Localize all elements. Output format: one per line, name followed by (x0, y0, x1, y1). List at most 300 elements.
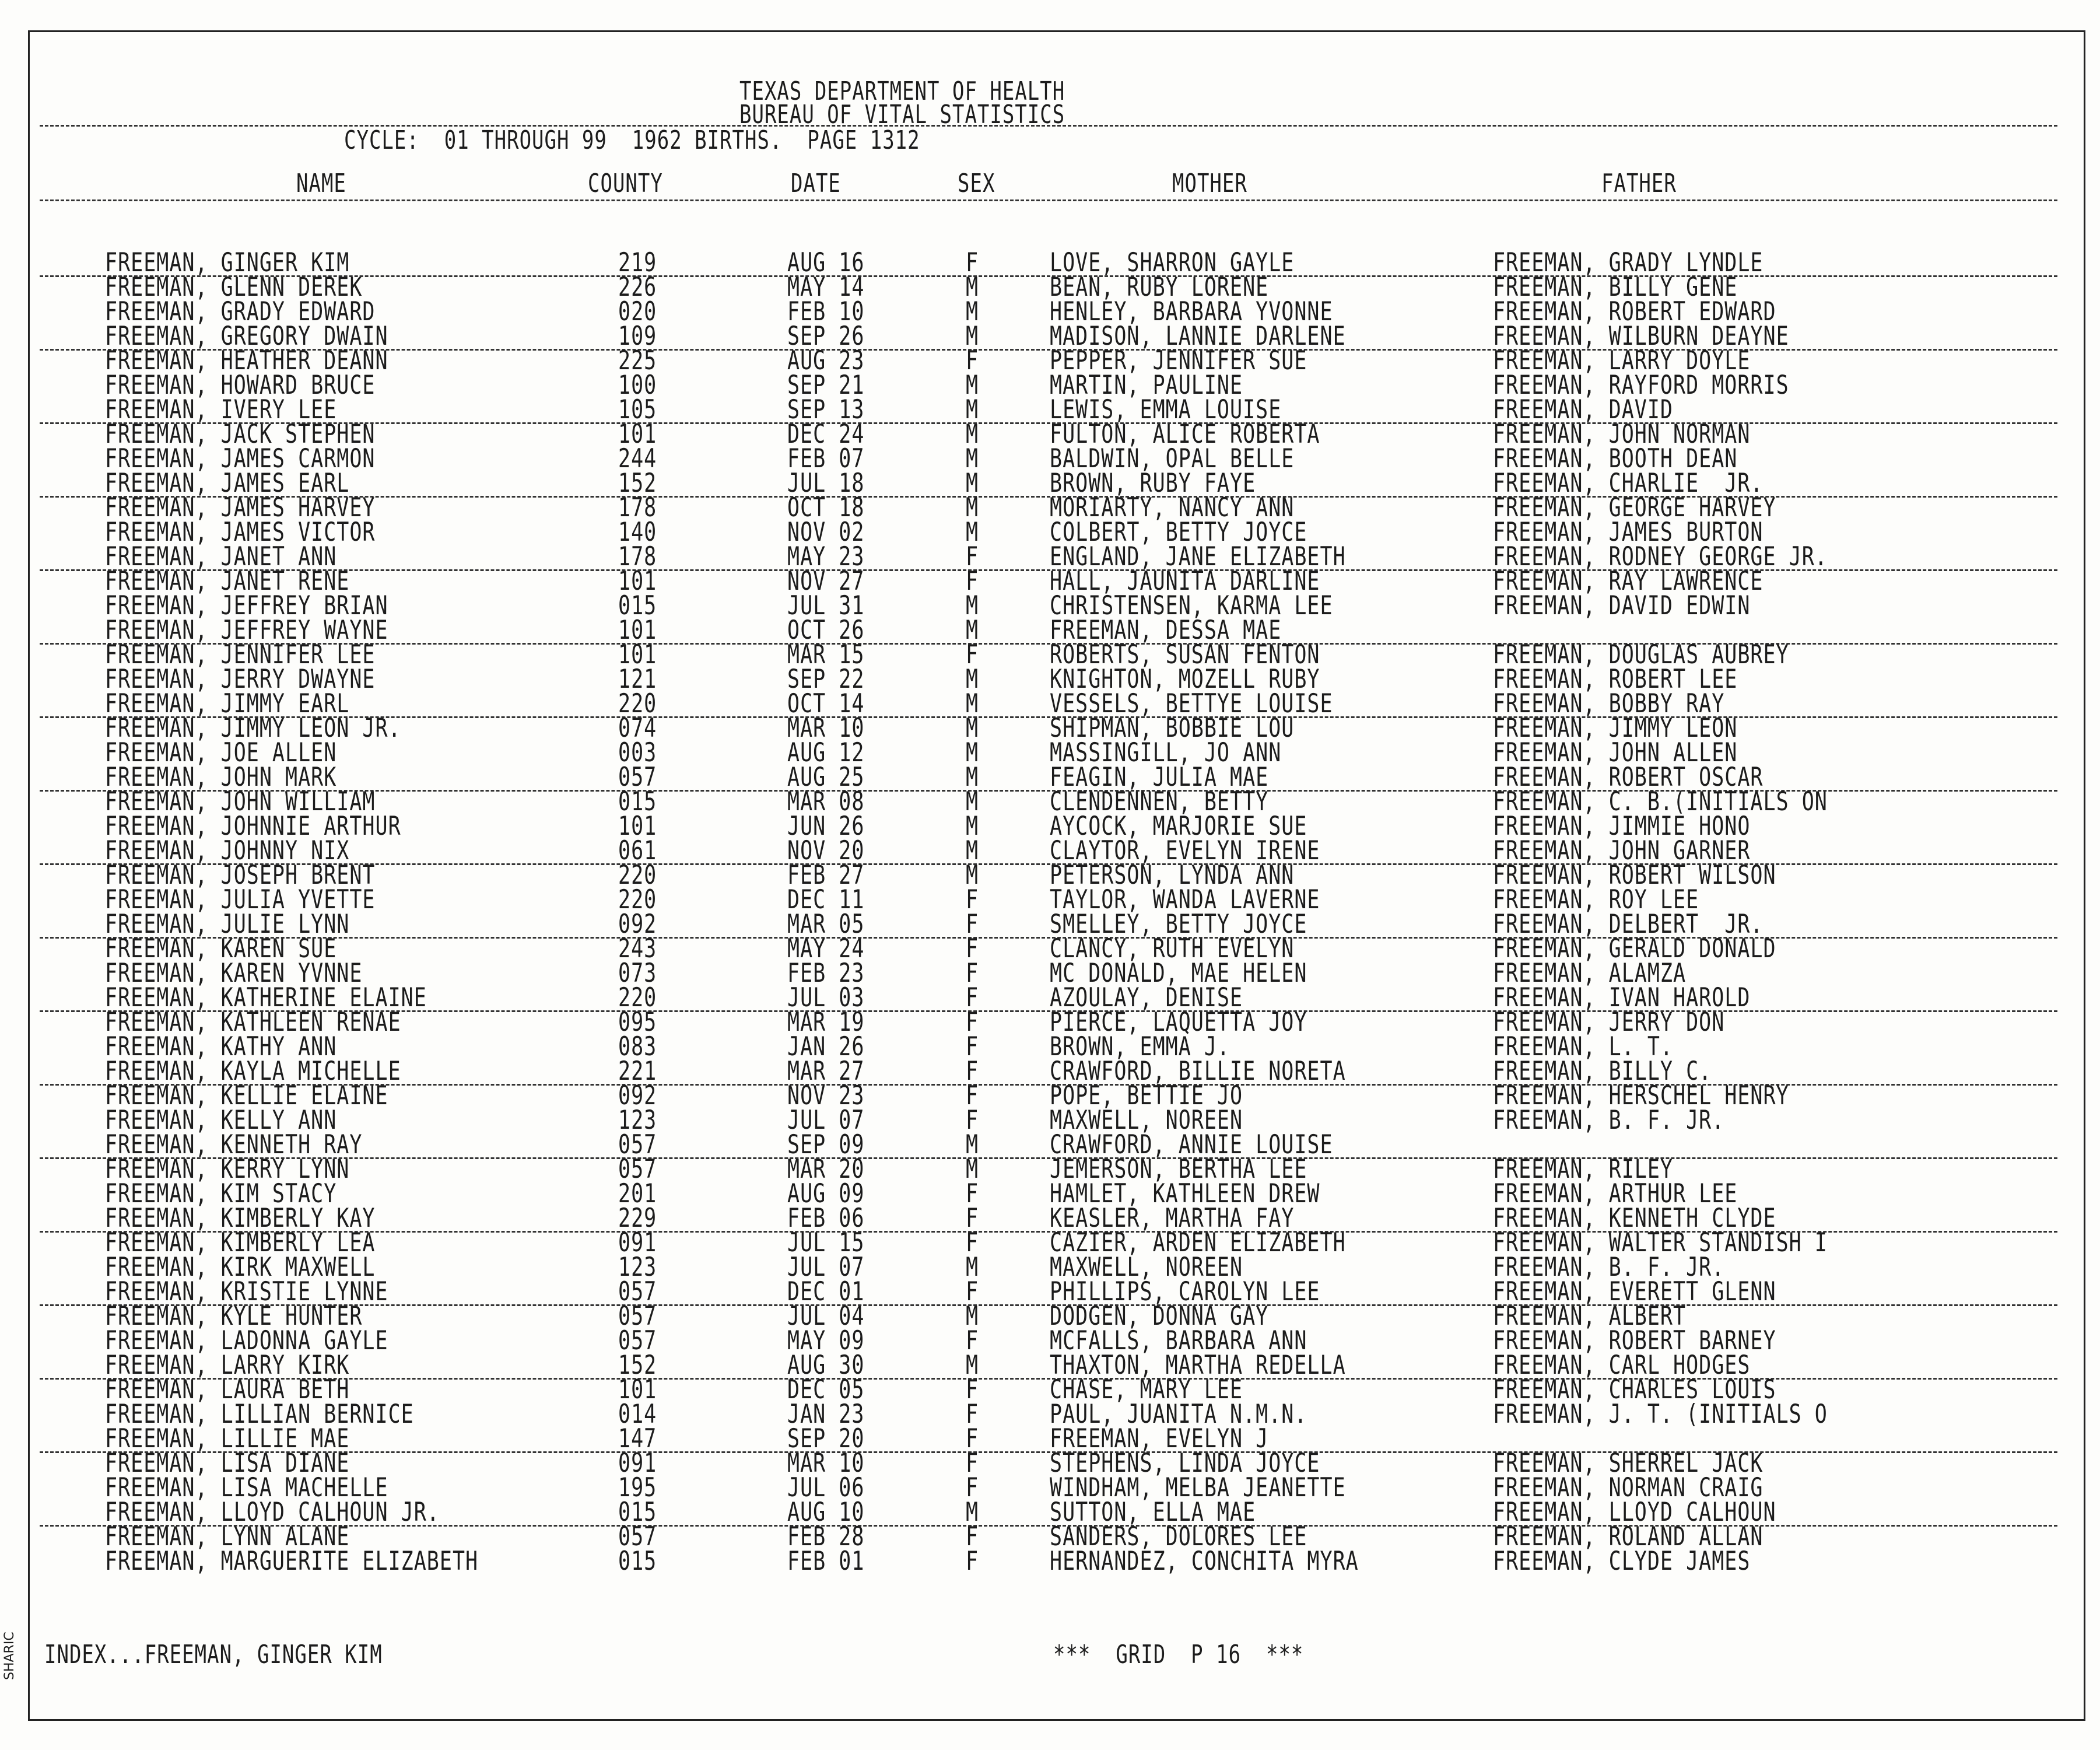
cell-date: MAR 10 (787, 713, 865, 744)
cell-sex: M (966, 493, 979, 523)
cell-mother: MADISON, LANNIE DARLENE (1050, 321, 1346, 352)
cell-date: MAR 10 (787, 1448, 865, 1479)
cell-county: 057 (618, 762, 657, 793)
cell-mother: PHILLIPS, CAROLYN LEE (1050, 1277, 1320, 1307)
cell-date: AUG 16 (787, 248, 865, 278)
cell-date: MAY 23 (787, 542, 865, 572)
cell-mother: KEASLER, MARTHA FAY (1050, 1203, 1295, 1234)
cell-father: FREEMAN, JOHN ALLEN (1493, 738, 1738, 768)
cell-sex: F (966, 934, 979, 964)
cell-father: FREEMAN, HERSCHEL HENRY (1493, 1081, 1789, 1111)
cell-sex: F (966, 1032, 979, 1062)
cell-name: FREEMAN, LISA DIANE (105, 1448, 350, 1479)
grid-line: *** GRID P 16 *** (1053, 1640, 1304, 1670)
cell-date: OCT 26 (787, 615, 865, 646)
cell-mother: FREEMAN, EVELYN J (1050, 1424, 1269, 1454)
cell-sex: F (966, 1179, 979, 1209)
cell-sex: M (966, 615, 979, 646)
cell-county: 057 (618, 1326, 657, 1356)
cell-county: 083 (618, 1032, 657, 1062)
cell-father: FREEMAN, SHERREL JACK (1493, 1448, 1764, 1479)
cell-date: MAY 14 (787, 272, 865, 303)
cell-county: 101 (618, 1375, 657, 1405)
cell-mother: CLENDENNEN, BETTY (1050, 787, 1269, 817)
cell-mother: ROBERTS, SUSAN FENTON (1050, 640, 1320, 670)
cell-county: 091 (618, 1448, 657, 1479)
cell-county: 015 (618, 1546, 657, 1577)
cell-name: FREEMAN, GRADY EDWARD (105, 297, 376, 327)
cell-father: FREEMAN, BOBBY RAY (1493, 689, 1725, 719)
cell-name: FREEMAN, LLOYD CALHOUN JR. (105, 1497, 440, 1528)
cell-county: 101 (618, 811, 657, 842)
cell-mother: MASSINGILL, JO ANN (1050, 738, 1282, 768)
cell-county: 244 (618, 444, 657, 474)
cell-county: 229 (618, 1203, 657, 1234)
cell-sex: M (966, 517, 979, 548)
cell-mother: THAXTON, MARTHA REDELLA (1050, 1350, 1346, 1381)
cell-date: SEP 13 (787, 395, 865, 425)
cell-mother: MORIARTY, NANCY ANN (1050, 493, 1295, 523)
index-line: INDEX...FREEMAN, GINGER KIM (44, 1640, 383, 1670)
cell-father: FREEMAN, ROBERT WILSON (1493, 860, 1776, 891)
cell-name: FREEMAN, JOHN WILLIAM (105, 787, 376, 817)
cell-mother: BROWN, EMMA J. (1050, 1032, 1230, 1062)
cell-father: FREEMAN, ROY LEE (1493, 885, 1699, 915)
cell-mother: POPE, BETTIE JO (1050, 1081, 1243, 1111)
cell-father: FREEMAN, WILBURN DEAYNE (1493, 321, 1789, 352)
cell-mother: DODGEN, DONNA GAY (1050, 1301, 1269, 1332)
cell-mother: FEAGIN, JULIA MAE (1050, 762, 1269, 793)
cell-mother: JEMERSON, BERTHA LEE (1050, 1154, 1307, 1185)
cell-sex: M (966, 297, 979, 327)
cell-county: 201 (618, 1179, 657, 1209)
cell-father: FREEMAN, GEORGE HARVEY (1493, 493, 1776, 523)
cell-sex: M (966, 1301, 979, 1332)
cell-mother: LOVE, SHARRON GAYLE (1050, 248, 1295, 278)
cell-name: FREEMAN, LARRY KIRK (105, 1350, 350, 1381)
cell-date: DEC 11 (787, 885, 865, 915)
cell-father: FREEMAN, BILLY C. (1493, 1056, 1712, 1087)
cell-date: JUL 07 (787, 1252, 865, 1283)
cell-sex: M (966, 836, 979, 866)
cell-date: MAR 15 (787, 640, 865, 670)
cell-mother: SHIPMAN, BOBBIE LOU (1050, 713, 1295, 744)
cell-sex: F (966, 1424, 979, 1454)
cell-name: FREEMAN, KYLE HUNTER (105, 1301, 363, 1332)
cell-mother: HALL, JAUNITA DARLINE (1050, 566, 1320, 597)
cell-sex: F (966, 1522, 979, 1552)
cell-father: FREEMAN, CHARLES LOUIS (1493, 1375, 1776, 1405)
cell-sex: F (966, 1399, 979, 1430)
cell-sex: M (966, 1154, 979, 1185)
cell-county: 057 (618, 1154, 657, 1185)
cell-father: FREEMAN, WALTER STANDISH I (1493, 1228, 1828, 1258)
cell-date: FEB 27 (787, 860, 865, 891)
cell-name: FREEMAN, GREGORY DWAIN (105, 321, 388, 352)
cell-date: MAR 20 (787, 1154, 865, 1185)
cell-date: JUL 03 (787, 983, 865, 1013)
cell-sex: F (966, 542, 979, 572)
cell-county: 226 (618, 272, 657, 303)
cell-date: JAN 23 (787, 1399, 865, 1430)
cell-name: FREEMAN, HOWARD BRUCE (105, 370, 376, 401)
cell-sex: F (966, 1277, 979, 1307)
cell-name: FREEMAN, JAMES CARMON (105, 444, 376, 474)
cell-name: FREEMAN, JEFFREY BRIAN (105, 591, 388, 621)
cell-father: FREEMAN, B. F. JR. (1493, 1252, 1725, 1283)
cell-name: FREEMAN, JIMMY EARL (105, 689, 350, 719)
cell-date: FEB 23 (787, 958, 865, 989)
cell-father: FREEMAN, RILEY (1493, 1154, 1674, 1185)
cell-county: 105 (618, 395, 657, 425)
cell-county: 003 (618, 738, 657, 768)
cell-date: JUL 18 (787, 468, 865, 499)
cell-mother: PIERCE, LAQUETTA JOY (1050, 1007, 1307, 1038)
cell-name: FREEMAN, JULIA YVETTE (105, 885, 376, 915)
cell-date: MAY 09 (787, 1326, 865, 1356)
cell-name: FREEMAN, HEATHER DEANN (105, 346, 388, 376)
cell-sex: M (966, 468, 979, 499)
cell-sex: F (966, 1326, 979, 1356)
cell-father: FREEMAN, DAVID EDWIN (1493, 591, 1751, 621)
cell-father: FREEMAN, RAYFORD MORRIS (1493, 370, 1789, 401)
cell-county: 220 (618, 983, 657, 1013)
cell-name: FREEMAN, KAREN SUE (105, 934, 337, 964)
cell-sex: F (966, 1228, 979, 1258)
cell-mother: SMELLEY, BETTY JOYCE (1050, 909, 1307, 940)
cell-sex: F (966, 1448, 979, 1479)
cell-name: FREEMAN, MARGUERITE ELIZABETH (105, 1546, 479, 1577)
cell-mother: LEWIS, EMMA LOUISE (1050, 395, 1282, 425)
cell-father: FREEMAN, ROBERT LEE (1493, 664, 1738, 695)
cell-sex: F (966, 346, 979, 376)
cell-name: FREEMAN, KENNETH RAY (105, 1130, 363, 1160)
cell-mother: CAZIER, ARDEN ELIZABETH (1050, 1228, 1346, 1258)
cell-name: FREEMAN, IVERY LEE (105, 395, 337, 425)
cell-father: FREEMAN, ROBERT EDWARD (1493, 297, 1776, 327)
cell-date: DEC 01 (787, 1277, 865, 1307)
cell-father: FREEMAN, LLOYD CALHOUN (1493, 1497, 1776, 1528)
cell-name: FREEMAN, KIRK MAXWELL (105, 1252, 376, 1283)
cell-name: FREEMAN, KELLY ANN (105, 1105, 337, 1136)
cell-mother: PETERSON, LYNDA ANN (1050, 860, 1295, 891)
cell-mother: HERNANDEZ, CONCHITA MYRA (1050, 1546, 1359, 1577)
cell-name: FREEMAN, JANET RENE (105, 566, 350, 597)
cell-name: FREEMAN, LILLIE MAE (105, 1424, 350, 1454)
cell-date: AUG 30 (787, 1350, 865, 1381)
cell-county: 057 (618, 1277, 657, 1307)
cell-date: NOV 02 (787, 517, 865, 548)
cell-name: FREEMAN, KATHY ANN (105, 1032, 337, 1062)
cell-sex: F (966, 1007, 979, 1038)
cell-mother: STEPHENS, LINDA JOYCE (1050, 1448, 1320, 1479)
col-header-date: DATE (791, 169, 841, 199)
cell-sex: F (966, 1081, 979, 1111)
cell-date: OCT 14 (787, 689, 865, 719)
cell-date: NOV 20 (787, 836, 865, 866)
cell-father: FREEMAN, CHARLIE JR. (1493, 468, 1764, 499)
cell-county: 074 (618, 713, 657, 744)
cell-name: FREEMAN, JOSEPH BRENT (105, 860, 376, 891)
cell-mother: PEPPER, JENNIFER SUE (1050, 346, 1307, 376)
cell-father: FREEMAN, DELBERT JR. (1493, 909, 1764, 940)
cell-name: FREEMAN, GINGER KIM (105, 248, 350, 278)
cell-county: 101 (618, 615, 657, 646)
cell-sex: M (966, 272, 979, 303)
cell-name: FREEMAN, LAURA BETH (105, 1375, 350, 1405)
cell-mother: CLAYTOR, EVELYN IRENE (1050, 836, 1320, 866)
col-header-name: NAME (296, 169, 346, 199)
cell-date: DEC 05 (787, 1375, 865, 1405)
cell-date: SEP 21 (787, 370, 865, 401)
cell-mother: AYCOCK, MARJORIE SUE (1050, 811, 1307, 842)
cell-sex: M (966, 787, 979, 817)
cell-father: FREEMAN, ROBERT OSCAR (1493, 762, 1764, 793)
cell-date: SEP 26 (787, 321, 865, 352)
cell-father: FREEMAN, JERRY DON (1493, 1007, 1725, 1038)
cell-sex: M (966, 811, 979, 842)
cell-sex: F (966, 1203, 979, 1234)
cell-county: 140 (618, 517, 657, 548)
cell-sex: M (966, 1350, 979, 1381)
cell-father: FREEMAN, ROLAND ALLAN (1493, 1522, 1764, 1552)
cell-father: FREEMAN, RAY LAWRENCE (1493, 566, 1764, 597)
header-rule (40, 125, 2057, 127)
cell-father: FREEMAN, NORMAN CRAIG (1493, 1473, 1764, 1503)
cell-mother: CHRISTENSEN, KARMA LEE (1050, 591, 1333, 621)
cell-mother: VESSELS, BETTYE LOUISE (1050, 689, 1333, 719)
cell-sex: F (966, 1546, 979, 1577)
cell-county: 015 (618, 787, 657, 817)
cell-date: FEB 07 (787, 444, 865, 474)
cell-county: 225 (618, 346, 657, 376)
cell-sex: F (966, 1473, 979, 1503)
cell-mother: SANDERS, DOLORES LEE (1050, 1522, 1307, 1552)
cell-name: FREEMAN, KERRY LYNN (105, 1154, 350, 1185)
cell-mother: BALDWIN, OPAL BELLE (1050, 444, 1295, 474)
cell-sex: M (966, 321, 979, 352)
cell-county: 091 (618, 1228, 657, 1258)
cell-name: FREEMAN, JENNIFER LEE (105, 640, 376, 670)
cell-mother: CLANCY, RUTH EVELYN (1050, 934, 1295, 964)
cell-county: 220 (618, 860, 657, 891)
cell-county: 121 (618, 664, 657, 695)
cell-name: FREEMAN, KRISTIE LYNNE (105, 1277, 388, 1307)
cell-sex: M (966, 1130, 979, 1160)
cell-date: JUL 07 (787, 1105, 865, 1136)
cell-county: 178 (618, 542, 657, 572)
cell-mother: CRAWFORD, ANNIE LOUISE (1050, 1130, 1333, 1160)
cell-county: 014 (618, 1399, 657, 1430)
cycle-line: CYCLE: 01 THROUGH 99 1962 BIRTHS. PAGE 1312 (344, 125, 920, 156)
cell-name: FREEMAN, GLENN DEREK (105, 272, 363, 303)
cell-name: FREEMAN, KIM STACY (105, 1179, 337, 1209)
cell-sex: M (966, 395, 979, 425)
cell-date: OCT 18 (787, 493, 865, 523)
cell-name: FREEMAN, KAYLA MICHELLE (105, 1056, 401, 1087)
cell-county: 220 (618, 885, 657, 915)
cell-mother: COLBERT, BETTY JOYCE (1050, 517, 1307, 548)
cell-mother: SUTTON, ELLA MAE (1050, 1497, 1256, 1528)
cell-name: FREEMAN, KATHERINE ELAINE (105, 983, 427, 1013)
cell-name: FREEMAN, LISA MACHELLE (105, 1473, 388, 1503)
cell-county: 109 (618, 321, 657, 352)
cell-mother: KNIGHTON, MOZELL RUBY (1050, 664, 1320, 695)
cell-mother: HAMLET, KATHLEEN DREW (1050, 1179, 1320, 1209)
cell-father: FREEMAN, BILLY GENE (1493, 272, 1738, 303)
cell-name: FREEMAN, KATHLEEN RENAE (105, 1007, 401, 1038)
cell-father: FREEMAN, EVERETT GLENN (1493, 1277, 1776, 1307)
cell-name: FREEMAN, JERRY DWAYNE (105, 664, 376, 695)
cell-name: FREEMAN, JAMES HARVEY (105, 493, 376, 523)
cell-date: JUL 31 (787, 591, 865, 621)
cell-mother: MAXWELL, NOREEN (1050, 1105, 1243, 1136)
cell-father: FREEMAN, JOHN NORMAN (1493, 419, 1751, 450)
cell-name: FREEMAN, JULIE LYNN (105, 909, 350, 940)
cell-father: FREEMAN, IVAN HAROLD (1493, 983, 1751, 1013)
cell-county: 057 (618, 1130, 657, 1160)
cell-date: MAY 24 (787, 934, 865, 964)
cell-date: MAR 19 (787, 1007, 865, 1038)
cell-father: FREEMAN, LARRY DOYLE (1493, 346, 1751, 376)
cell-name: FREEMAN, KIMBERLY LEA (105, 1228, 376, 1258)
bureau-title: BUREAU OF VITAL STATISTICS (739, 100, 1065, 130)
cell-father: FREEMAN, JIMMY LEON (1493, 713, 1738, 744)
cell-date: FEB 06 (787, 1203, 865, 1234)
cell-sex: M (966, 762, 979, 793)
cell-father: FREEMAN, CARL HODGES (1493, 1350, 1751, 1381)
cell-sex: F (966, 909, 979, 940)
col-header-sex: SEX (958, 169, 995, 199)
cell-date: MAR 05 (787, 909, 865, 940)
cell-county: 061 (618, 836, 657, 866)
cell-sex: M (966, 664, 979, 695)
cell-date: JUL 15 (787, 1228, 865, 1258)
cell-county: 100 (618, 370, 657, 401)
cell-father: FREEMAN, J. T. (INITIALS O (1493, 1399, 1828, 1430)
cell-father: FREEMAN, JAMES BURTON (1493, 517, 1764, 548)
cell-date: AUG 12 (787, 738, 865, 768)
cell-father: FREEMAN, RODNEY GEORGE JR. (1493, 542, 1828, 572)
cell-name: FREEMAN, KIMBERLY KAY (105, 1203, 376, 1234)
cell-date: AUG 25 (787, 762, 865, 793)
cell-county: 015 (618, 1497, 657, 1528)
cell-mother: MAXWELL, NOREEN (1050, 1252, 1243, 1283)
cell-mother: MCFALLS, BARBARA ANN (1050, 1326, 1307, 1356)
cell-date: NOV 27 (787, 566, 865, 597)
cell-sex: F (966, 983, 979, 1013)
cell-county: 221 (618, 1056, 657, 1087)
cell-sex: F (966, 248, 979, 278)
cell-name: FREEMAN, LADONNA GAYLE (105, 1326, 388, 1356)
cell-father: FREEMAN, L. T. (1493, 1032, 1674, 1062)
cell-county: 147 (618, 1424, 657, 1454)
cell-name: FREEMAN, JAMES VICTOR (105, 517, 376, 548)
cell-date: SEP 22 (787, 664, 865, 695)
cell-county: 057 (618, 1522, 657, 1552)
col-header-county: COUNTY (588, 169, 663, 199)
cell-sex: F (966, 958, 979, 989)
cell-name: FREEMAN, JEFFREY WAYNE (105, 615, 388, 646)
cell-name: FREEMAN, JAMES EARL (105, 468, 350, 499)
cell-county: 020 (618, 297, 657, 327)
cell-sex: M (966, 738, 979, 768)
cell-county: 101 (618, 566, 657, 597)
cell-county: 095 (618, 1007, 657, 1038)
cell-date: MAR 27 (787, 1056, 865, 1087)
cell-father: FREEMAN, C. B.(INITIALS ON (1493, 787, 1828, 817)
agency-title: TEXAS DEPARTMENT OF HEALTH (739, 76, 1065, 107)
cell-county: 015 (618, 591, 657, 621)
cell-date: JUL 06 (787, 1473, 865, 1503)
cell-sex: F (966, 1056, 979, 1087)
cell-sex: F (966, 640, 979, 670)
cell-mother: MARTIN, PAULINE (1050, 370, 1243, 401)
cell-name: FREEMAN, JOHN MARK (105, 762, 337, 793)
cell-mother: PAUL, JUANITA N.M.N. (1050, 1399, 1307, 1430)
cell-date: SEP 20 (787, 1424, 865, 1454)
cell-county: 101 (618, 640, 657, 670)
cell-mother: AZOULAY, DENISE (1050, 983, 1243, 1013)
cell-mother: FULTON, ALICE ROBERTA (1050, 419, 1320, 450)
cell-county: 123 (618, 1252, 657, 1283)
cell-father: FREEMAN, CLYDE JAMES (1493, 1546, 1751, 1577)
cell-date: AUG 23 (787, 346, 865, 376)
cell-county: 220 (618, 689, 657, 719)
col-header-mother: MOTHER (1172, 169, 1247, 199)
cell-sex: F (966, 885, 979, 915)
cell-county: 178 (618, 493, 657, 523)
cell-county: 152 (618, 1350, 657, 1381)
cell-sex: M (966, 419, 979, 450)
cell-date: SEP 09 (787, 1130, 865, 1160)
cell-name: FREEMAN, KELLIE ELAINE (105, 1081, 388, 1111)
cell-date: AUG 10 (787, 1497, 865, 1528)
cell-father: FREEMAN, GRADY LYNDLE (1493, 248, 1764, 278)
side-label: SHARIC (2, 1632, 17, 1680)
column-header-rule (40, 200, 2057, 201)
cell-father: FREEMAN, BOOTH DEAN (1493, 444, 1738, 474)
cell-sex: M (966, 689, 979, 719)
cell-sex: F (966, 1105, 979, 1136)
cell-date: DEC 24 (787, 419, 865, 450)
cell-sex: M (966, 860, 979, 891)
cell-mother: FREEMAN, DESSA MAE (1050, 615, 1282, 646)
cell-county: 195 (618, 1473, 657, 1503)
cell-sex: M (966, 713, 979, 744)
cell-mother: WINDHAM, MELBA JEANETTE (1050, 1473, 1346, 1503)
cell-name: FREEMAN, JOHNNIE ARTHUR (105, 811, 401, 842)
cell-name: FREEMAN, LYNN ALANE (105, 1522, 350, 1552)
cell-mother: ENGLAND, JANE ELIZABETH (1050, 542, 1346, 572)
cell-mother: CRAWFORD, BILLIE NORETA (1050, 1056, 1346, 1087)
cell-father: FREEMAN, DAVID (1493, 395, 1674, 425)
cell-sex: F (966, 1375, 979, 1405)
cell-county: 152 (618, 468, 657, 499)
cell-date: JUL 04 (787, 1301, 865, 1332)
cell-name: FREEMAN, JIMMY LEON JR. (105, 713, 401, 744)
cell-date: MAR 08 (787, 787, 865, 817)
cell-date: FEB 28 (787, 1522, 865, 1552)
cell-name: FREEMAN, JOHNNY NIX (105, 836, 350, 866)
cell-name: FREEMAN, LILLIAN BERNICE (105, 1399, 414, 1430)
cell-county: 073 (618, 958, 657, 989)
cell-date: JUN 26 (787, 811, 865, 842)
cell-mother: TAYLOR, WANDA LAVERNE (1050, 885, 1320, 915)
cell-father: FREEMAN, JIMMIE HONO (1493, 811, 1751, 842)
cell-sex: M (966, 1252, 979, 1283)
cell-date: FEB 01 (787, 1546, 865, 1577)
